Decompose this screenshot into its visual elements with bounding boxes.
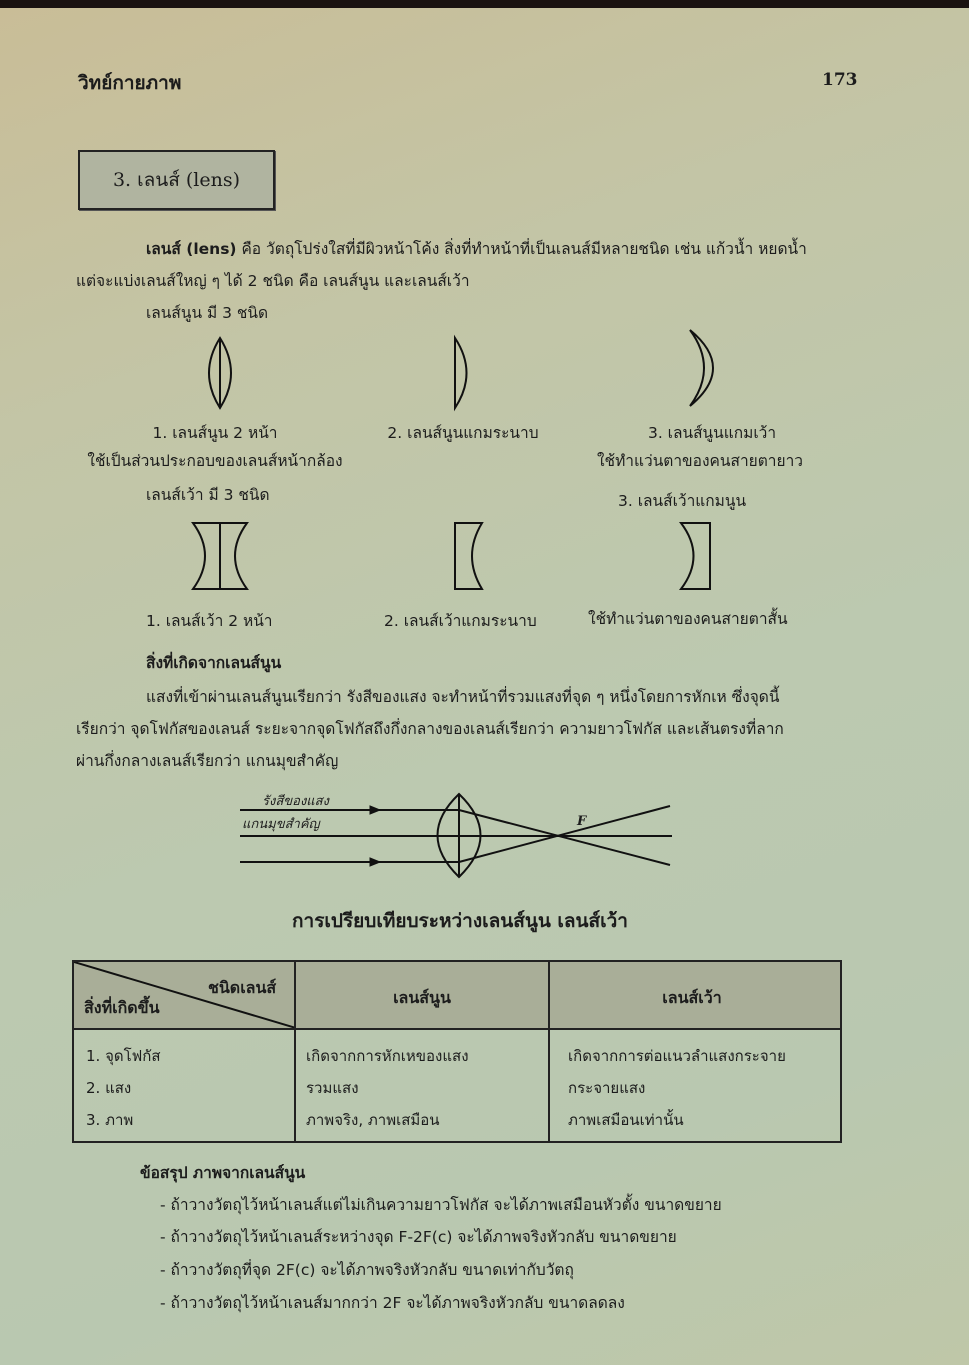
header-convex: เลนส์นูน (393, 988, 451, 1007)
summary-item-2: - ถ้าวางวัตถุไว้หน้าเลนส์ระหว่างจุด F-2F(c) จะได้ภาพจริงหัวกลับ ขนาดขยาย (160, 1228, 677, 1246)
concave-type-3-label: 3. เลนส์เว้าแกมนูน (618, 492, 747, 510)
column-divider (294, 962, 296, 1141)
effects-line-1: แสงที่เข้าผ่านเลนส์นูนเรียกว่า รังสีของแสง จะทำหน้าที่รวมแสงที่จุด ๆ หนึ่งโดยการหักเห ซึ่งจุดนี้ (146, 688, 780, 706)
table-row-2-convex: รวมแสง (306, 1079, 359, 1097)
section-title: 3. เลนส์ (lens) (112, 169, 241, 191)
effects-line-2: เรียกว่า จุดโฟกัสของเลนส์ ระยะจากจุดโฟกัสถึงกึ่งกลางของเลนส์เรียกว่า ความยาวโฟกัส และเส้นตรงที่ลาก (76, 720, 784, 738)
header-corner-top: ชนิดเลนส์ (208, 978, 277, 997)
intro-text: คือ วัตถุโปร่งใสที่มีผิวหน้าโค้ง สิ่งที่ทำหน้าที่เป็นเลนส์มีหลายชนิด เช่น แก้วน้ำ หยดน้ำ (236, 240, 807, 258)
convex-type-3-label: 3. เลนส์นูนแกมเว้า (647, 424, 777, 442)
concave-type-1-label: 1. เลนส์เว้า 2 หน้า (146, 612, 273, 630)
section-title-box (78, 150, 275, 210)
book-page (0, 8, 969, 1365)
plano-convex-lens-icon (454, 338, 474, 408)
convex-type-1-use: ใช้เป็นส่วนประกอบของเลนส์หน้ากล้อง (87, 452, 343, 470)
diagram-focus-label: F (577, 814, 587, 829)
convex-type-1-label: 1. เลนส์นูน 2 หน้า (152, 424, 278, 442)
header-corner-bottom: สิ่งที่เกิดขึ้น (84, 998, 160, 1017)
comparison-title: การเปรียบเทียบระหว่างเลนส์นูน เลนส์เว้า (292, 910, 628, 932)
intro-line-2: แต่จะแบ่งเลนส์ใหญ่ ๆ ได้ 2 ชนิด คือ เลนส์นูน และเลนส์เว้า (76, 272, 470, 290)
table-row-3-concave: ภาพเสมือนเท่านั้น (568, 1111, 684, 1129)
table-row-1-item: 1. จุดโฟกัส (86, 1047, 161, 1065)
table-row-3-convex: ภาพจริง, ภาพเสมือน (306, 1111, 440, 1129)
convex-heading: เลนส์นูน มี 3 ชนิด (146, 304, 269, 322)
biconvex-lens-icon (200, 338, 240, 408)
table-header (74, 962, 840, 1030)
concave-meniscus-lens-icon (680, 523, 712, 589)
summary-item-3: - ถ้าวางวัตถุที่จุด 2F(c) จะได้ภาพจริงหัวกลับ ขนาดเท่ากับวัตถุ (160, 1261, 574, 1279)
plano-concave-lens-icon (454, 523, 484, 589)
comparison-table (72, 960, 842, 1143)
biconcave-lens-icon (193, 523, 247, 589)
intro-line-1 (146, 236, 807, 261)
concave-heading: เลนส์เว้า มี 3 ชนิด (146, 486, 270, 504)
table-row-2-concave: กระจายแสง (568, 1079, 646, 1097)
table-row-2-item: 2. แสง (86, 1079, 132, 1097)
summary-item-1: - ถ้าวางวัตถุไว้หน้าเลนส์แต่ไม่เกินความยาวโฟกัส จะได้ภาพเสมือนหัวตั้ง ขนาดขยาย (160, 1196, 722, 1214)
column-divider (548, 962, 550, 1141)
summary-item-4: - ถ้าวางวัตถุไว้หน้าเลนส์มากกว่า 2F จะได้ภาพจริงหัวกลับ ขนาดลดลง (160, 1294, 625, 1312)
intro-term: เลนส์ (lens) (146, 240, 237, 258)
page-number: 173 (822, 70, 858, 90)
header-concave: เลนส์เว้า (662, 988, 722, 1007)
effects-line-3: ผ่านกึ่งกลางเลนส์เรียกว่า แกนมุขสำคัญ (76, 752, 339, 770)
convex-type-2-label: 2. เลนส์นูนแกมระนาบ (387, 424, 539, 442)
concave-type-3-use: ใช้ทำแว่นตาของคนสายตาสั้น (588, 610, 788, 628)
diagram-axis-label: แกนมุขสำคัญ (242, 817, 320, 832)
running-header: วิทย์กายภาพ (78, 72, 182, 94)
effects-heading: สิ่งที่เกิดจากเลนส์นูน (146, 654, 282, 672)
table-row-3-item: 3. ภาพ (86, 1111, 134, 1129)
summary-heading: ข้อสรุป ภาพจากเลนส์นูน (140, 1164, 306, 1182)
concave-type-2-label: 2. เลนส์เว้าแกมระนาบ (384, 612, 537, 630)
diagram-ray-label: รังสีของแสง (262, 794, 329, 809)
convex-meniscus-lens-icon (688, 330, 724, 406)
table-row-1-concave: เกิดจากการต่อแนวลำแสงกระจาย (568, 1047, 786, 1065)
convex-type-3-use: ใช้ทำแว่นตาของคนสายตายาว (596, 452, 804, 470)
table-row-1-convex: เกิดจากการหักเหของแสง (306, 1047, 469, 1065)
